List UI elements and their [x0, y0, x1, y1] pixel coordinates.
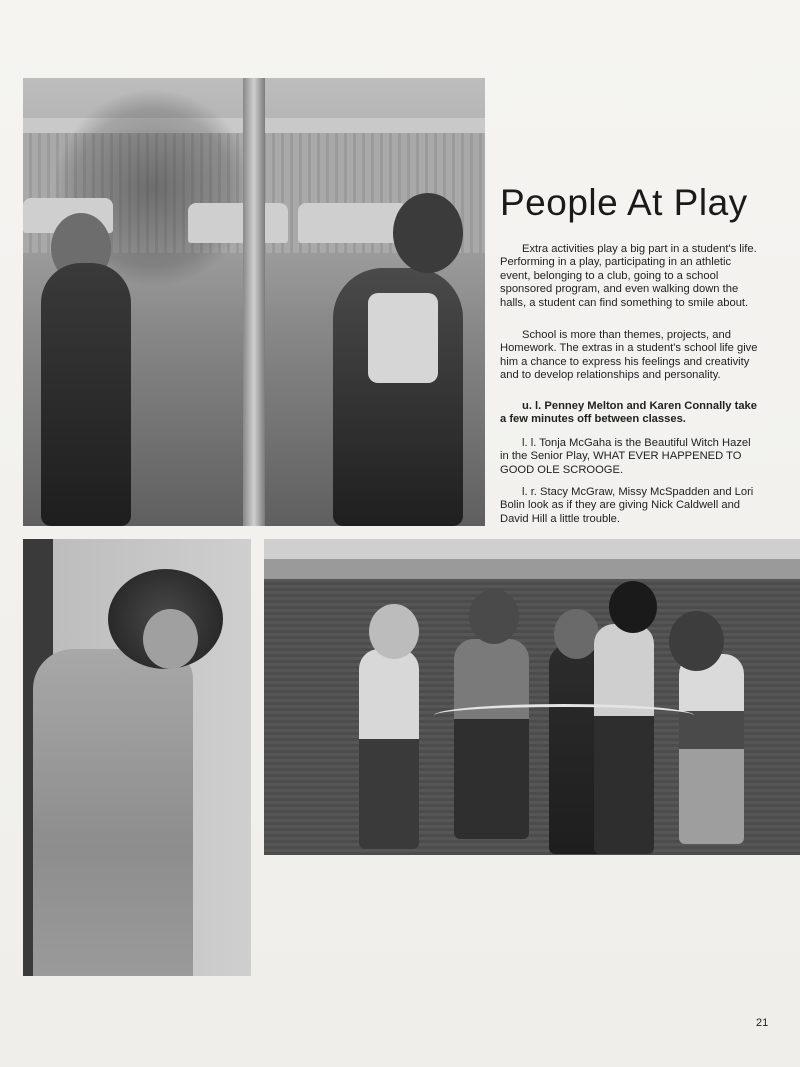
child-head — [609, 581, 657, 633]
caption-lower-right — [500, 486, 760, 526]
caption-text: Tonja McGaha is the Beautiful Witch Hazel in the Senior Play, WHAT EVER HAPPENED TO GOOD OLE SCROOGE. — [500, 437, 751, 476]
girl-left-figure — [41, 263, 131, 526]
child-figure — [594, 624, 654, 854]
girl-right-blouse — [368, 293, 438, 383]
child-head — [554, 609, 599, 659]
caption-position-label: u. l. — [522, 400, 542, 412]
child-head — [369, 604, 419, 659]
parked-car — [188, 203, 288, 243]
parked-car — [298, 203, 408, 243]
caption-upper-left — [500, 400, 760, 427]
woman-face — [143, 609, 198, 669]
caption-position-label: l. r. — [522, 486, 537, 498]
child-figure — [454, 639, 529, 839]
girl-right-head — [393, 193, 463, 273]
child-head — [669, 611, 724, 671]
child-head — [469, 589, 519, 644]
intro-paragraph: Extra activities play a big part in a student's life. Performing in a play, participating in an athletic event, belonging to a club, going to a school sponsored program, and even walking down the halls, a student can find something to smile about. — [500, 243, 757, 309]
photo-witch-hazel — [23, 539, 251, 976]
school-paragraph: School is more than themes, projects, and Homework. The extras in a student's school life give him a chance to express his feelings and creativity and to develop relationships and personality. — [500, 329, 758, 382]
caption-text: Penney Melton and Karen Connally take a few minutes off between classes. — [500, 400, 758, 426]
jump-rope — [434, 704, 694, 727]
page-number: 21 — [756, 1017, 769, 1029]
caption-text: Stacy McGraw, Missy McSpadden and Lori Bolin look as if they are giving Nick Caldwell and David Hill a little trouble. — [500, 486, 754, 525]
woman-dress — [33, 649, 193, 976]
photo-two-girls-at-pole — [23, 78, 485, 526]
metal-pole — [243, 78, 265, 526]
child-figure — [679, 654, 744, 844]
caption-lower-left — [500, 437, 760, 477]
caption-position-label: l. l. — [522, 437, 537, 449]
photo-children-with-rope — [264, 539, 800, 855]
page-title: People At Play — [500, 182, 748, 223]
child-figure — [359, 649, 419, 849]
